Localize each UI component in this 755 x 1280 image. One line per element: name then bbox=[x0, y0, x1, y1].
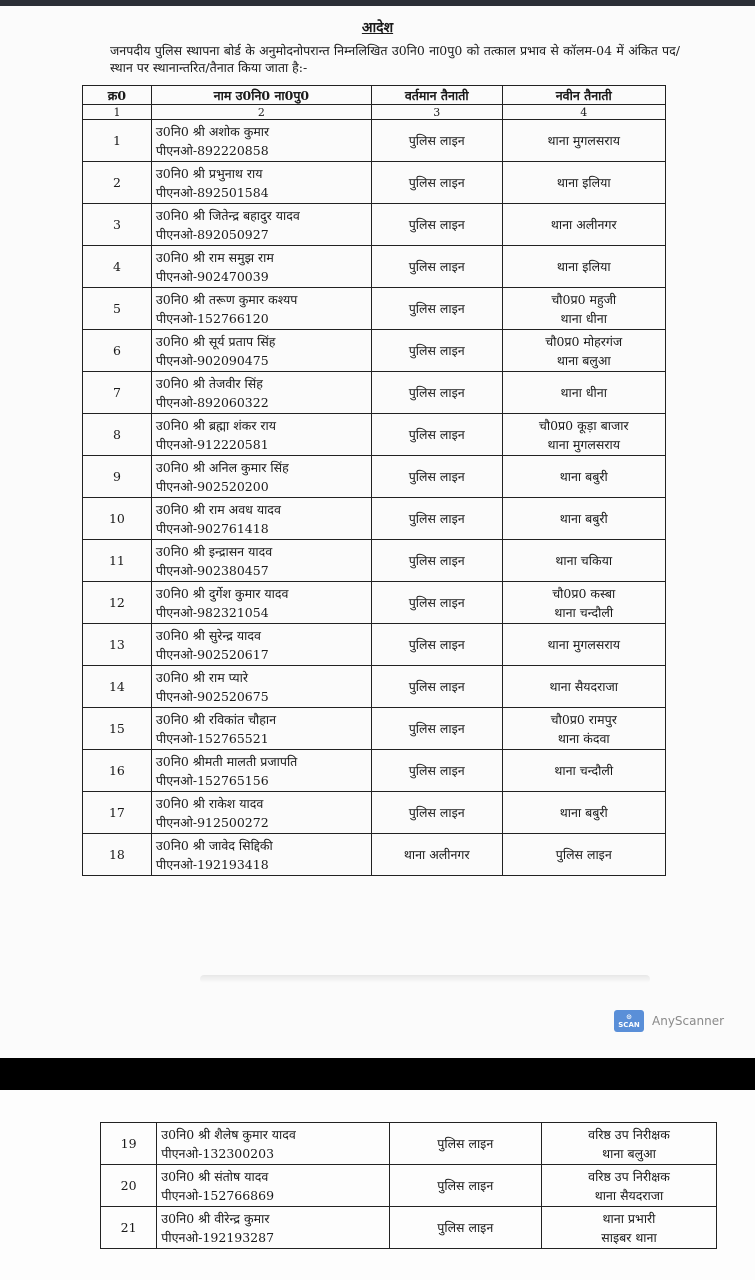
serial-cell: 13 bbox=[83, 624, 152, 666]
new-posting-line: थाना धीना bbox=[560, 310, 607, 326]
officer-name: उ0नि0 श्री जावेद सिद्दिकी bbox=[155, 837, 273, 853]
table-body bbox=[101, 1123, 717, 1249]
pno-number: पीएनओ-912220581 bbox=[155, 436, 269, 452]
serial-cell: 8 bbox=[83, 414, 152, 456]
new-posting-cell bbox=[502, 666, 666, 708]
table-row bbox=[83, 792, 666, 834]
serial-cell: 11 bbox=[83, 540, 152, 582]
officer-name: उ0नि0 श्री राम अवध यादव bbox=[155, 501, 281, 517]
serial-cell: 9 bbox=[83, 456, 152, 498]
officer-name: उ0नि0 श्री सूर्य प्रताप सिंह bbox=[155, 333, 276, 349]
current-posting-cell: पुलिस लाइन bbox=[371, 708, 502, 750]
new-posting-cell bbox=[502, 330, 666, 372]
new-posting-line: चौ0प्र0 कूड़ा बाजार bbox=[538, 417, 629, 433]
new-posting-cell bbox=[502, 246, 666, 288]
name-cell bbox=[151, 330, 371, 372]
new-posting-cell bbox=[502, 456, 666, 498]
name-cell bbox=[151, 540, 371, 582]
header-number-row bbox=[83, 105, 666, 120]
pno-number: पीएनओ-192193418 bbox=[155, 856, 269, 872]
new-posting-cell bbox=[502, 624, 666, 666]
table-row bbox=[83, 750, 666, 792]
officer-name: उ0नि0 श्रीमती मालती प्रजापति bbox=[155, 753, 298, 769]
new-posting-line: थाना इलिया bbox=[556, 175, 611, 190]
name-cell bbox=[151, 288, 371, 330]
new-posting-line: थाना मुगलसराय bbox=[547, 133, 620, 148]
new-posting-line: चौ0प्र0 महुजी bbox=[551, 291, 617, 307]
new-posting-cell bbox=[502, 582, 666, 624]
name-cell bbox=[151, 624, 371, 666]
scanner-logo-icon bbox=[614, 1010, 644, 1032]
scanner-logo-symbol: ⊙ bbox=[626, 1013, 632, 1021]
pno-number: पीएनओ-902470039 bbox=[155, 268, 269, 284]
table-row bbox=[83, 666, 666, 708]
new-posting-line: थाना बलुआ bbox=[556, 352, 611, 368]
serial-cell: 21 bbox=[101, 1207, 157, 1249]
name-cell bbox=[151, 708, 371, 750]
officer-name: उ0नि0 श्री वीरेन्द्र कुमार bbox=[161, 1210, 270, 1226]
officer-name: उ0नि0 श्री तेजवीर सिंह bbox=[155, 375, 263, 391]
page-shadow bbox=[200, 975, 650, 983]
table-row bbox=[83, 834, 666, 876]
current-posting-cell: पुलिस लाइन bbox=[371, 624, 502, 666]
new-posting-line: थाना सैयदराजा bbox=[594, 1187, 664, 1203]
table-row bbox=[83, 498, 666, 540]
current-posting-cell: पुलिस लाइन bbox=[371, 792, 502, 834]
serial-cell: 15 bbox=[83, 708, 152, 750]
name-cell bbox=[157, 1165, 389, 1207]
pno-number: पीएनओ-902520200 bbox=[155, 478, 269, 494]
pno-number: पीएनओ-892050927 bbox=[155, 226, 269, 242]
table-row bbox=[83, 246, 666, 288]
name-cell bbox=[157, 1207, 389, 1249]
new-posting-cell bbox=[502, 162, 666, 204]
pno-number: पीएनओ-892060322 bbox=[155, 394, 269, 410]
current-posting-cell: पुलिस लाइन bbox=[389, 1207, 541, 1249]
serial-cell: 6 bbox=[83, 330, 152, 372]
serial-cell: 17 bbox=[83, 792, 152, 834]
table-row bbox=[83, 330, 666, 372]
current-posting-cell: पुलिस लाइन bbox=[371, 456, 502, 498]
new-posting-line: थाना चन्दौली bbox=[554, 604, 614, 620]
officer-name: उ0नि0 श्री प्रभुनाथ राय bbox=[155, 165, 263, 181]
name-cell bbox=[151, 750, 371, 792]
pno-number: पीएनओ-902520675 bbox=[155, 688, 269, 704]
current-posting-cell: पुलिस लाइन bbox=[371, 414, 502, 456]
new-posting-line: पुलिस लाइन bbox=[555, 847, 612, 862]
name-cell bbox=[151, 246, 371, 288]
table-row bbox=[83, 372, 666, 414]
serial-cell: 2 bbox=[83, 162, 152, 204]
serial-cell: 19 bbox=[101, 1123, 157, 1165]
new-posting-cell bbox=[541, 1165, 716, 1207]
new-posting-line: वरिष्ठ उप निरीक्षक bbox=[588, 1126, 670, 1142]
new-posting-cell bbox=[541, 1123, 716, 1165]
transfer-table bbox=[82, 85, 666, 876]
table-row bbox=[83, 582, 666, 624]
name-cell bbox=[151, 120, 371, 162]
new-posting-line: साइबर थाना bbox=[601, 1229, 657, 1245]
new-posting-line: चौ0प्र0 रामपुर bbox=[550, 711, 617, 727]
new-posting-cell bbox=[502, 372, 666, 414]
new-posting-cell bbox=[502, 834, 666, 876]
name-cell bbox=[151, 582, 371, 624]
current-posting-cell: थाना अलीनगर bbox=[371, 834, 502, 876]
header-serial: क्र0 bbox=[83, 86, 152, 105]
officer-name: उ0नि0 श्री इन्द्रासन यादव bbox=[155, 543, 273, 559]
new-posting-cell bbox=[502, 792, 666, 834]
officer-name: उ0नि0 श्री सुरेन्द्र यादव bbox=[155, 627, 261, 643]
transfer-table-continued bbox=[100, 1122, 717, 1249]
new-posting-cell bbox=[502, 750, 666, 792]
new-posting-line: थाना बबुरी bbox=[559, 469, 608, 484]
header-number: 3 bbox=[371, 105, 502, 120]
header-name: नाम उ0नि0 ना0पु0 bbox=[151, 86, 371, 105]
scanner-label: AnyScanner bbox=[652, 1014, 725, 1028]
new-posting-line: थाना बलुआ bbox=[602, 1145, 656, 1161]
new-posting-line: चौ0प्र0 कस्बा bbox=[552, 585, 616, 601]
name-cell bbox=[157, 1123, 389, 1165]
officer-name: उ0नि0 श्री दुर्गेश कुमार यादव bbox=[155, 585, 289, 601]
serial-cell: 12 bbox=[83, 582, 152, 624]
table-row bbox=[83, 414, 666, 456]
table-row bbox=[101, 1207, 717, 1249]
pno-number: पीएनओ-152765156 bbox=[155, 772, 269, 788]
new-posting-line: चौ0प्र0 मोहरगंज bbox=[545, 333, 623, 349]
officer-name: उ0नि0 श्री राकेश यादव bbox=[155, 795, 264, 811]
new-posting-line: थाना मुगलसराय bbox=[547, 637, 620, 652]
pno-number: पीएनओ-892501584 bbox=[155, 184, 269, 200]
new-posting-cell bbox=[502, 204, 666, 246]
current-posting-cell: पुलिस लाइन bbox=[371, 120, 502, 162]
current-posting-cell: पुलिस लाइन bbox=[371, 372, 502, 414]
new-posting-line: थाना अलीनगर bbox=[550, 217, 617, 232]
new-posting-line: थाना बबुरी bbox=[559, 805, 608, 820]
pno-number: पीएनओ-902761418 bbox=[155, 520, 269, 536]
new-posting-cell bbox=[502, 120, 666, 162]
header-number: 4 bbox=[502, 105, 666, 120]
officer-name: उ0नि0 श्री संतोष यादव bbox=[161, 1168, 269, 1184]
pno-number: पीएनओ-152766120 bbox=[155, 310, 269, 326]
serial-cell: 18 bbox=[83, 834, 152, 876]
pno-number: पीएनओ-902520617 bbox=[155, 646, 269, 662]
new-posting-cell bbox=[502, 540, 666, 582]
new-posting-line: थाना धीना bbox=[560, 385, 607, 400]
officer-name: उ0नि0 श्री अनिल कुमार सिंह bbox=[155, 459, 289, 475]
officer-name: उ0नि0 श्री राम प्यारे bbox=[155, 669, 249, 685]
new-posting-line: थाना इलिया bbox=[556, 259, 611, 274]
name-cell bbox=[151, 162, 371, 204]
table-row bbox=[83, 540, 666, 582]
new-posting-line: थाना चन्दौली bbox=[554, 763, 614, 778]
officer-name: उ0नि0 श्री ब्रह्मा शंकर राय bbox=[155, 417, 277, 433]
table-row bbox=[83, 162, 666, 204]
table-row bbox=[83, 288, 666, 330]
new-posting-line: थाना प्रभारी bbox=[602, 1210, 656, 1226]
scanner-logo-text: SCAN bbox=[618, 1021, 640, 1029]
table-header-row bbox=[83, 86, 666, 105]
current-posting-cell: पुलिस लाइन bbox=[371, 582, 502, 624]
new-posting-line: वरिष्ठ उप निरीक्षक bbox=[588, 1168, 670, 1184]
serial-cell: 7 bbox=[83, 372, 152, 414]
pno-number: पीएनओ-132300203 bbox=[161, 1145, 275, 1161]
serial-cell: 10 bbox=[83, 498, 152, 540]
header-current-posting: वर्तमान तैनाती bbox=[371, 86, 502, 105]
new-posting-line: थाना चकिया bbox=[555, 553, 613, 568]
serial-cell: 1 bbox=[83, 120, 152, 162]
current-posting-cell: पुलिस लाइन bbox=[371, 540, 502, 582]
current-posting-cell: पुलिस लाइन bbox=[371, 246, 502, 288]
serial-cell: 16 bbox=[83, 750, 152, 792]
serial-cell: 5 bbox=[83, 288, 152, 330]
current-posting-cell: पुलिस लाइन bbox=[371, 288, 502, 330]
new-posting-line: थाना बबुरी bbox=[559, 511, 608, 526]
pno-number: पीएनओ-892220858 bbox=[155, 142, 269, 158]
name-cell bbox=[151, 666, 371, 708]
serial-cell: 20 bbox=[101, 1165, 157, 1207]
officer-name: उ0नि0 श्री जितेन्द्र बहादुर यादव bbox=[155, 207, 300, 223]
name-cell bbox=[151, 792, 371, 834]
intro-paragraph: जनपदीय पुलिस स्थापना बोर्ड के अनुमोदनोपरान्त निम्नलिखित उ0नि0 ना0पु0 को तत्काल प्रभाव से कॉलम-04 में अंकित पद/स्थान पर स्थानान्तरित/तैनात किया जाता है:- bbox=[110, 43, 680, 75]
name-cell bbox=[151, 834, 371, 876]
current-posting-cell: पुलिस लाइन bbox=[371, 498, 502, 540]
table-row bbox=[83, 456, 666, 498]
new-posting-line: थाना मुगलसराय bbox=[547, 436, 620, 452]
new-posting-cell bbox=[502, 708, 666, 750]
serial-cell: 4 bbox=[83, 246, 152, 288]
current-posting-cell: पुलिस लाइन bbox=[371, 666, 502, 708]
officer-name: उ0नि0 श्री रविकांत चौहान bbox=[155, 711, 277, 727]
new-posting-cell bbox=[541, 1207, 716, 1249]
page-gap bbox=[0, 1058, 755, 1090]
current-posting-cell: पुलिस लाइन bbox=[389, 1123, 541, 1165]
pno-number: पीएनओ-912500272 bbox=[155, 814, 269, 830]
pno-number: पीएनओ-902380457 bbox=[155, 562, 269, 578]
pno-number: पीएनओ-192193287 bbox=[161, 1229, 275, 1245]
serial-cell: 14 bbox=[83, 666, 152, 708]
current-posting-cell: पुलिस लाइन bbox=[371, 750, 502, 792]
current-posting-cell: पुलिस लाइन bbox=[371, 330, 502, 372]
table-row bbox=[101, 1123, 717, 1165]
officer-name: उ0नि0 श्री राम समुझ राम bbox=[155, 249, 274, 265]
current-posting-cell: पुलिस लाइन bbox=[389, 1165, 541, 1207]
new-posting-cell bbox=[502, 414, 666, 456]
name-cell bbox=[151, 498, 371, 540]
document-title: आदेश bbox=[361, 20, 394, 36]
pno-number: पीएनओ-982321054 bbox=[155, 604, 269, 620]
name-cell bbox=[151, 372, 371, 414]
officer-name: उ0नि0 श्री अशोक कुमार bbox=[155, 123, 270, 139]
table-body bbox=[83, 120, 666, 876]
name-cell bbox=[151, 204, 371, 246]
new-posting-cell bbox=[502, 288, 666, 330]
header-number: 1 bbox=[83, 105, 152, 120]
new-posting-cell bbox=[502, 498, 666, 540]
table-row bbox=[83, 708, 666, 750]
new-posting-line: थाना कंदवा bbox=[557, 730, 610, 746]
header-new-posting: नवीन तैनाती bbox=[502, 86, 666, 105]
officer-name: उ0नि0 श्री शैलेष कुमार यादव bbox=[161, 1126, 296, 1142]
current-posting-cell: पुलिस लाइन bbox=[371, 162, 502, 204]
new-posting-line: थाना सैयदराजा bbox=[549, 679, 619, 694]
officer-name: उ0नि0 श्री तरूण कुमार कश्यप bbox=[155, 291, 298, 307]
header-number: 2 bbox=[151, 105, 371, 120]
table-row bbox=[83, 120, 666, 162]
serial-cell: 3 bbox=[83, 204, 152, 246]
name-cell bbox=[151, 414, 371, 456]
pno-number: पीएनओ-902090475 bbox=[155, 352, 269, 368]
table-row bbox=[101, 1165, 717, 1207]
pno-number: पीएनओ-152766869 bbox=[161, 1187, 275, 1203]
table-row bbox=[83, 204, 666, 246]
name-cell bbox=[151, 456, 371, 498]
scanner-watermark bbox=[614, 1010, 724, 1032]
pno-number: पीएनओ-152765521 bbox=[155, 730, 269, 746]
current-posting-cell: पुलिस लाइन bbox=[371, 204, 502, 246]
table-row bbox=[83, 624, 666, 666]
